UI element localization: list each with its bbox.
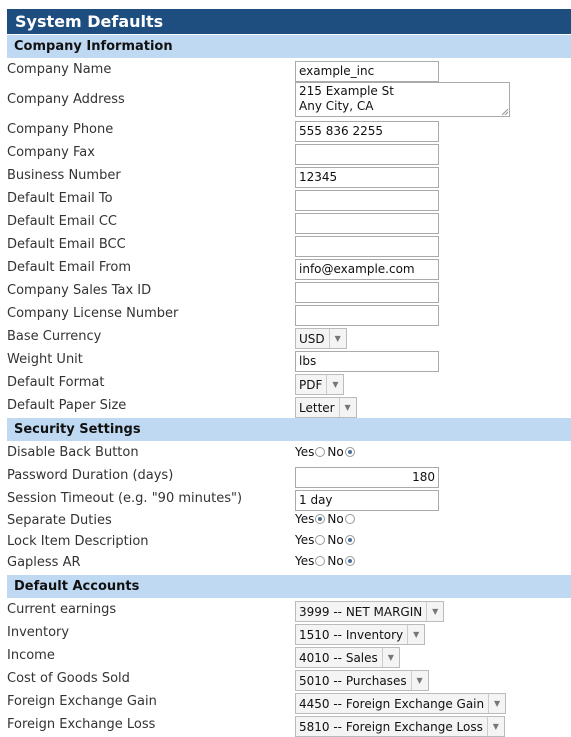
default-email-to-label: Default Email To <box>7 191 113 206</box>
default-paper-size-label: Default Paper Size <box>7 398 127 413</box>
default-email-cc-input[interactable] <box>295 213 439 234</box>
current-earnings-select[interactable] <box>295 601 444 622</box>
base-currency-select[interactable] <box>295 328 347 349</box>
no-label: No <box>327 533 344 547</box>
company-fax-label: Company Fax <box>7 145 95 160</box>
default-email-from-input[interactable]: info@example.com <box>295 259 439 280</box>
separate-duties-yes-radio[interactable] <box>315 514 325 524</box>
chevron-down-icon: ▼ <box>326 375 343 394</box>
disable-back-button-label: Disable Back Button <box>7 445 139 460</box>
row-company-address <box>7 81 571 118</box>
lock-item-description-yes-radio[interactable] <box>315 535 325 545</box>
chevron-down-icon: ▼ <box>339 398 356 417</box>
session-timeout-input[interactable]: 1 day <box>295 490 439 511</box>
foreign-exchange-loss-label: Foreign Exchange Loss <box>7 717 156 732</box>
income-label: Income <box>7 648 55 663</box>
default-email-bcc-input[interactable] <box>295 236 439 257</box>
disable-back-button-radio-group <box>295 445 357 459</box>
base-currency-label: Base Currency <box>7 329 102 344</box>
weight-unit-label: Weight Unit <box>7 352 83 367</box>
company-fax-input[interactable] <box>295 144 439 165</box>
row-password-duration <box>7 464 571 487</box>
company-name-input[interactable]: example_inc <box>295 61 439 82</box>
yes-label: Yes <box>295 512 315 526</box>
current-earnings-label: Current earnings <box>7 602 117 617</box>
sales-tax-id-label: Company Sales Tax ID <box>7 283 152 298</box>
company-name-label: Company Name <box>7 62 112 77</box>
income-select[interactable] <box>295 647 400 668</box>
chevron-down-icon: ▼ <box>329 329 346 348</box>
row-session-timeout <box>7 487 571 510</box>
cost-of-goods-sold-select[interactable] <box>295 670 429 691</box>
section-company-information: Company Information <box>7 35 571 58</box>
row-lock-item-description <box>7 531 571 552</box>
separate-duties-no-radio[interactable] <box>345 514 355 524</box>
chevron-down-icon: ▼ <box>426 602 443 621</box>
no-label: No <box>327 445 344 459</box>
default-email-cc-label: Default Email CC <box>7 214 117 229</box>
default-email-from-label: Default Email From <box>7 260 132 275</box>
row-default-email-from <box>7 256 571 279</box>
system-defaults-form <box>7 9 571 736</box>
yes-label: Yes <box>295 533 315 547</box>
company-address-label: Company Address <box>7 92 125 107</box>
disable-back-yes-radio[interactable] <box>315 447 325 457</box>
business-number-input[interactable]: 12345 <box>295 167 439 188</box>
gapless-ar-no-radio[interactable] <box>345 556 355 566</box>
license-number-label: Company License Number <box>7 306 179 321</box>
inventory-label: Inventory <box>7 625 70 640</box>
row-license-number <box>7 302 571 325</box>
row-current-earnings <box>7 598 571 621</box>
address-line-1: 215 Example St <box>299 84 394 98</box>
base-currency-value: USD <box>299 331 325 346</box>
chevron-down-icon: ▼ <box>488 694 505 713</box>
password-duration-input[interactable]: 180 <box>295 467 439 488</box>
row-cost-of-goods-sold <box>7 667 571 690</box>
default-paper-size-select[interactable] <box>295 397 357 418</box>
chevron-down-icon: ▼ <box>407 625 424 644</box>
section-security-settings: Security Settings <box>7 418 571 441</box>
lock-item-description-label: Lock Item Description <box>7 534 149 549</box>
address-line-2: Any City, CA <box>299 99 374 113</box>
row-disable-back-button <box>7 441 571 464</box>
row-gapless-ar <box>7 552 571 573</box>
row-company-phone <box>7 118 571 141</box>
row-default-email-cc <box>7 210 571 233</box>
row-default-email-to <box>7 187 571 210</box>
row-foreign-exchange-gain <box>7 690 571 713</box>
lock-item-description-no-radio[interactable] <box>345 535 355 545</box>
cost-of-goods-sold-value: 5010 -- Purchases <box>299 673 407 688</box>
inventory-select[interactable] <box>295 624 425 645</box>
default-format-value: PDF <box>299 377 323 392</box>
row-separate-duties <box>7 510 571 531</box>
session-timeout-label: Session Timeout (e.g. "90 minutes") <box>7 491 243 506</box>
yes-label: Yes <box>295 445 315 459</box>
chevron-down-icon: ▼ <box>382 648 399 667</box>
row-company-name <box>7 58 571 81</box>
chevron-down-icon: ▼ <box>487 717 504 736</box>
gapless-ar-label: Gapless AR <box>7 555 81 570</box>
default-format-select[interactable] <box>295 374 344 395</box>
default-email-to-input[interactable] <box>295 190 439 211</box>
row-default-paper-size <box>7 394 571 417</box>
row-inventory <box>7 621 571 644</box>
company-address-textarea[interactable] <box>295 82 510 117</box>
inventory-value: 1510 -- Inventory <box>299 627 404 642</box>
current-earnings-value: 3999 -- NET MARGIN <box>299 604 423 619</box>
separate-duties-radio-group <box>295 512 357 526</box>
company-phone-label: Company Phone <box>7 122 114 137</box>
separate-duties-label: Separate Duties <box>7 513 112 528</box>
default-format-label: Default Format <box>7 375 105 390</box>
foreign-exchange-loss-value: 5810 -- Foreign Exchange Loss <box>299 719 483 734</box>
foreign-exchange-gain-label: Foreign Exchange Gain <box>7 694 157 709</box>
income-value: 4010 -- Sales <box>299 650 378 665</box>
no-label: No <box>327 512 344 526</box>
password-duration-label: Password Duration (days) <box>7 468 174 483</box>
page-title: System Defaults <box>7 9 571 34</box>
no-label: No <box>327 554 344 568</box>
company-phone-input[interactable]: 555 836 2255 <box>295 121 439 142</box>
business-number-label: Business Number <box>7 168 121 183</box>
lock-item-description-radio-group <box>295 533 357 547</box>
disable-back-no-radio[interactable] <box>345 447 355 457</box>
foreign-exchange-gain-select[interactable] <box>295 693 506 714</box>
row-income <box>7 644 571 667</box>
sales-tax-id-input[interactable] <box>295 282 439 303</box>
row-company-fax <box>7 141 571 164</box>
section-default-accounts: Default Accounts <box>7 575 571 598</box>
foreign-exchange-gain-value: 4450 -- Foreign Exchange Gain <box>299 696 485 711</box>
cost-of-goods-sold-label: Cost of Goods Sold <box>7 671 130 686</box>
row-default-email-bcc <box>7 233 571 256</box>
chevron-down-icon: ▼ <box>411 671 428 690</box>
row-sales-tax-id <box>7 279 571 302</box>
gapless-ar-yes-radio[interactable] <box>315 556 325 566</box>
license-number-input[interactable] <box>295 305 439 326</box>
weight-unit-input[interactable]: lbs <box>295 351 439 372</box>
row-default-format <box>7 371 571 394</box>
resize-grip-icon[interactable] <box>502 109 508 115</box>
row-business-number <box>7 164 571 187</box>
default-email-bcc-label: Default Email BCC <box>7 237 126 252</box>
row-weight-unit <box>7 348 571 371</box>
default-paper-size-value: Letter <box>299 400 335 415</box>
yes-label: Yes <box>295 554 315 568</box>
row-foreign-exchange-loss <box>7 713 571 736</box>
row-base-currency <box>7 325 571 348</box>
gapless-ar-radio-group <box>295 554 357 568</box>
